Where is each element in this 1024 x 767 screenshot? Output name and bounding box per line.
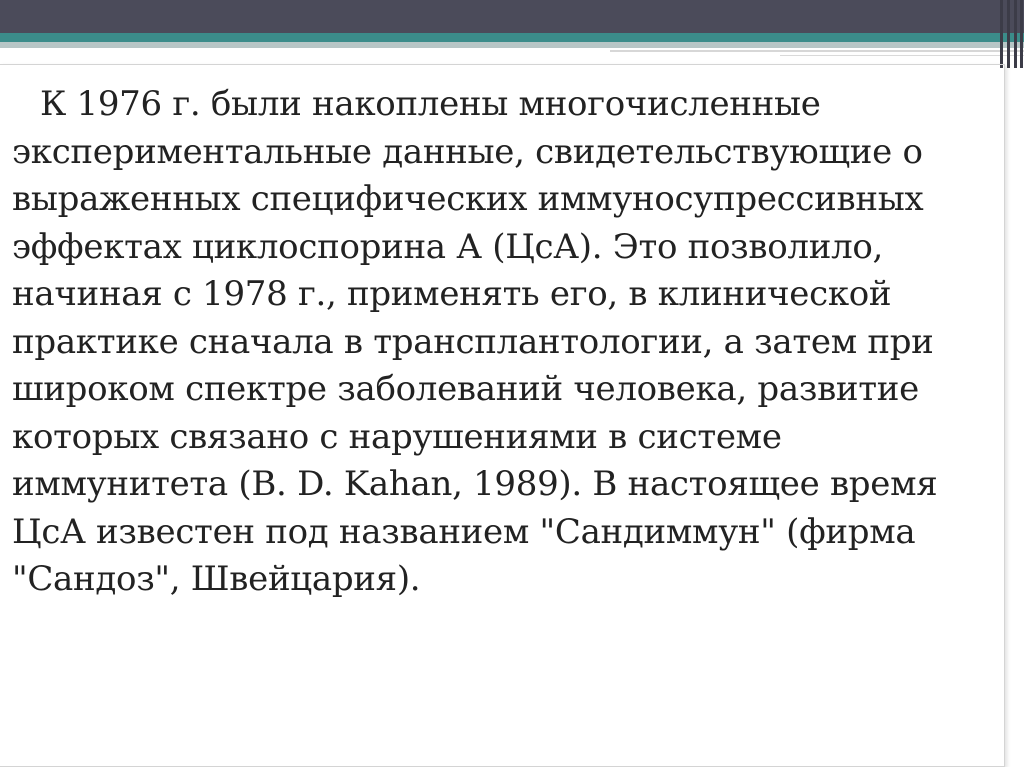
slide-paragraph: К 1976 г. были накоплены многочисленные экспериментальные данные, свидетельствующие о выраженных специфических иммуносупрессивных эффектах циклоспорина А (ЦсА). Это позволило, начиная с 1978 г., применять его, в клинической практике сначала в трансплантологии, а затем при широком спектре заболеваний человека, развитие которых связано с нарушениями в системе иммунитета (B. D. Kahan, 1989). В настоящее время ЦсА известен под названием "Сандиммун" (фирма "Сандоз", Швейцария). — [12, 84, 938, 599]
header-gray-band — [0, 42, 1024, 48]
decor-line — [610, 50, 1024, 52]
stripe — [1000, 0, 1003, 68]
stripe — [1020, 0, 1023, 68]
header-accent-band — [0, 33, 1024, 42]
header-bar — [0, 0, 1024, 33]
stripe — [1014, 0, 1017, 68]
corner-stripes — [998, 0, 1024, 68]
stripe — [1007, 0, 1010, 68]
decor-line — [780, 55, 1024, 56]
